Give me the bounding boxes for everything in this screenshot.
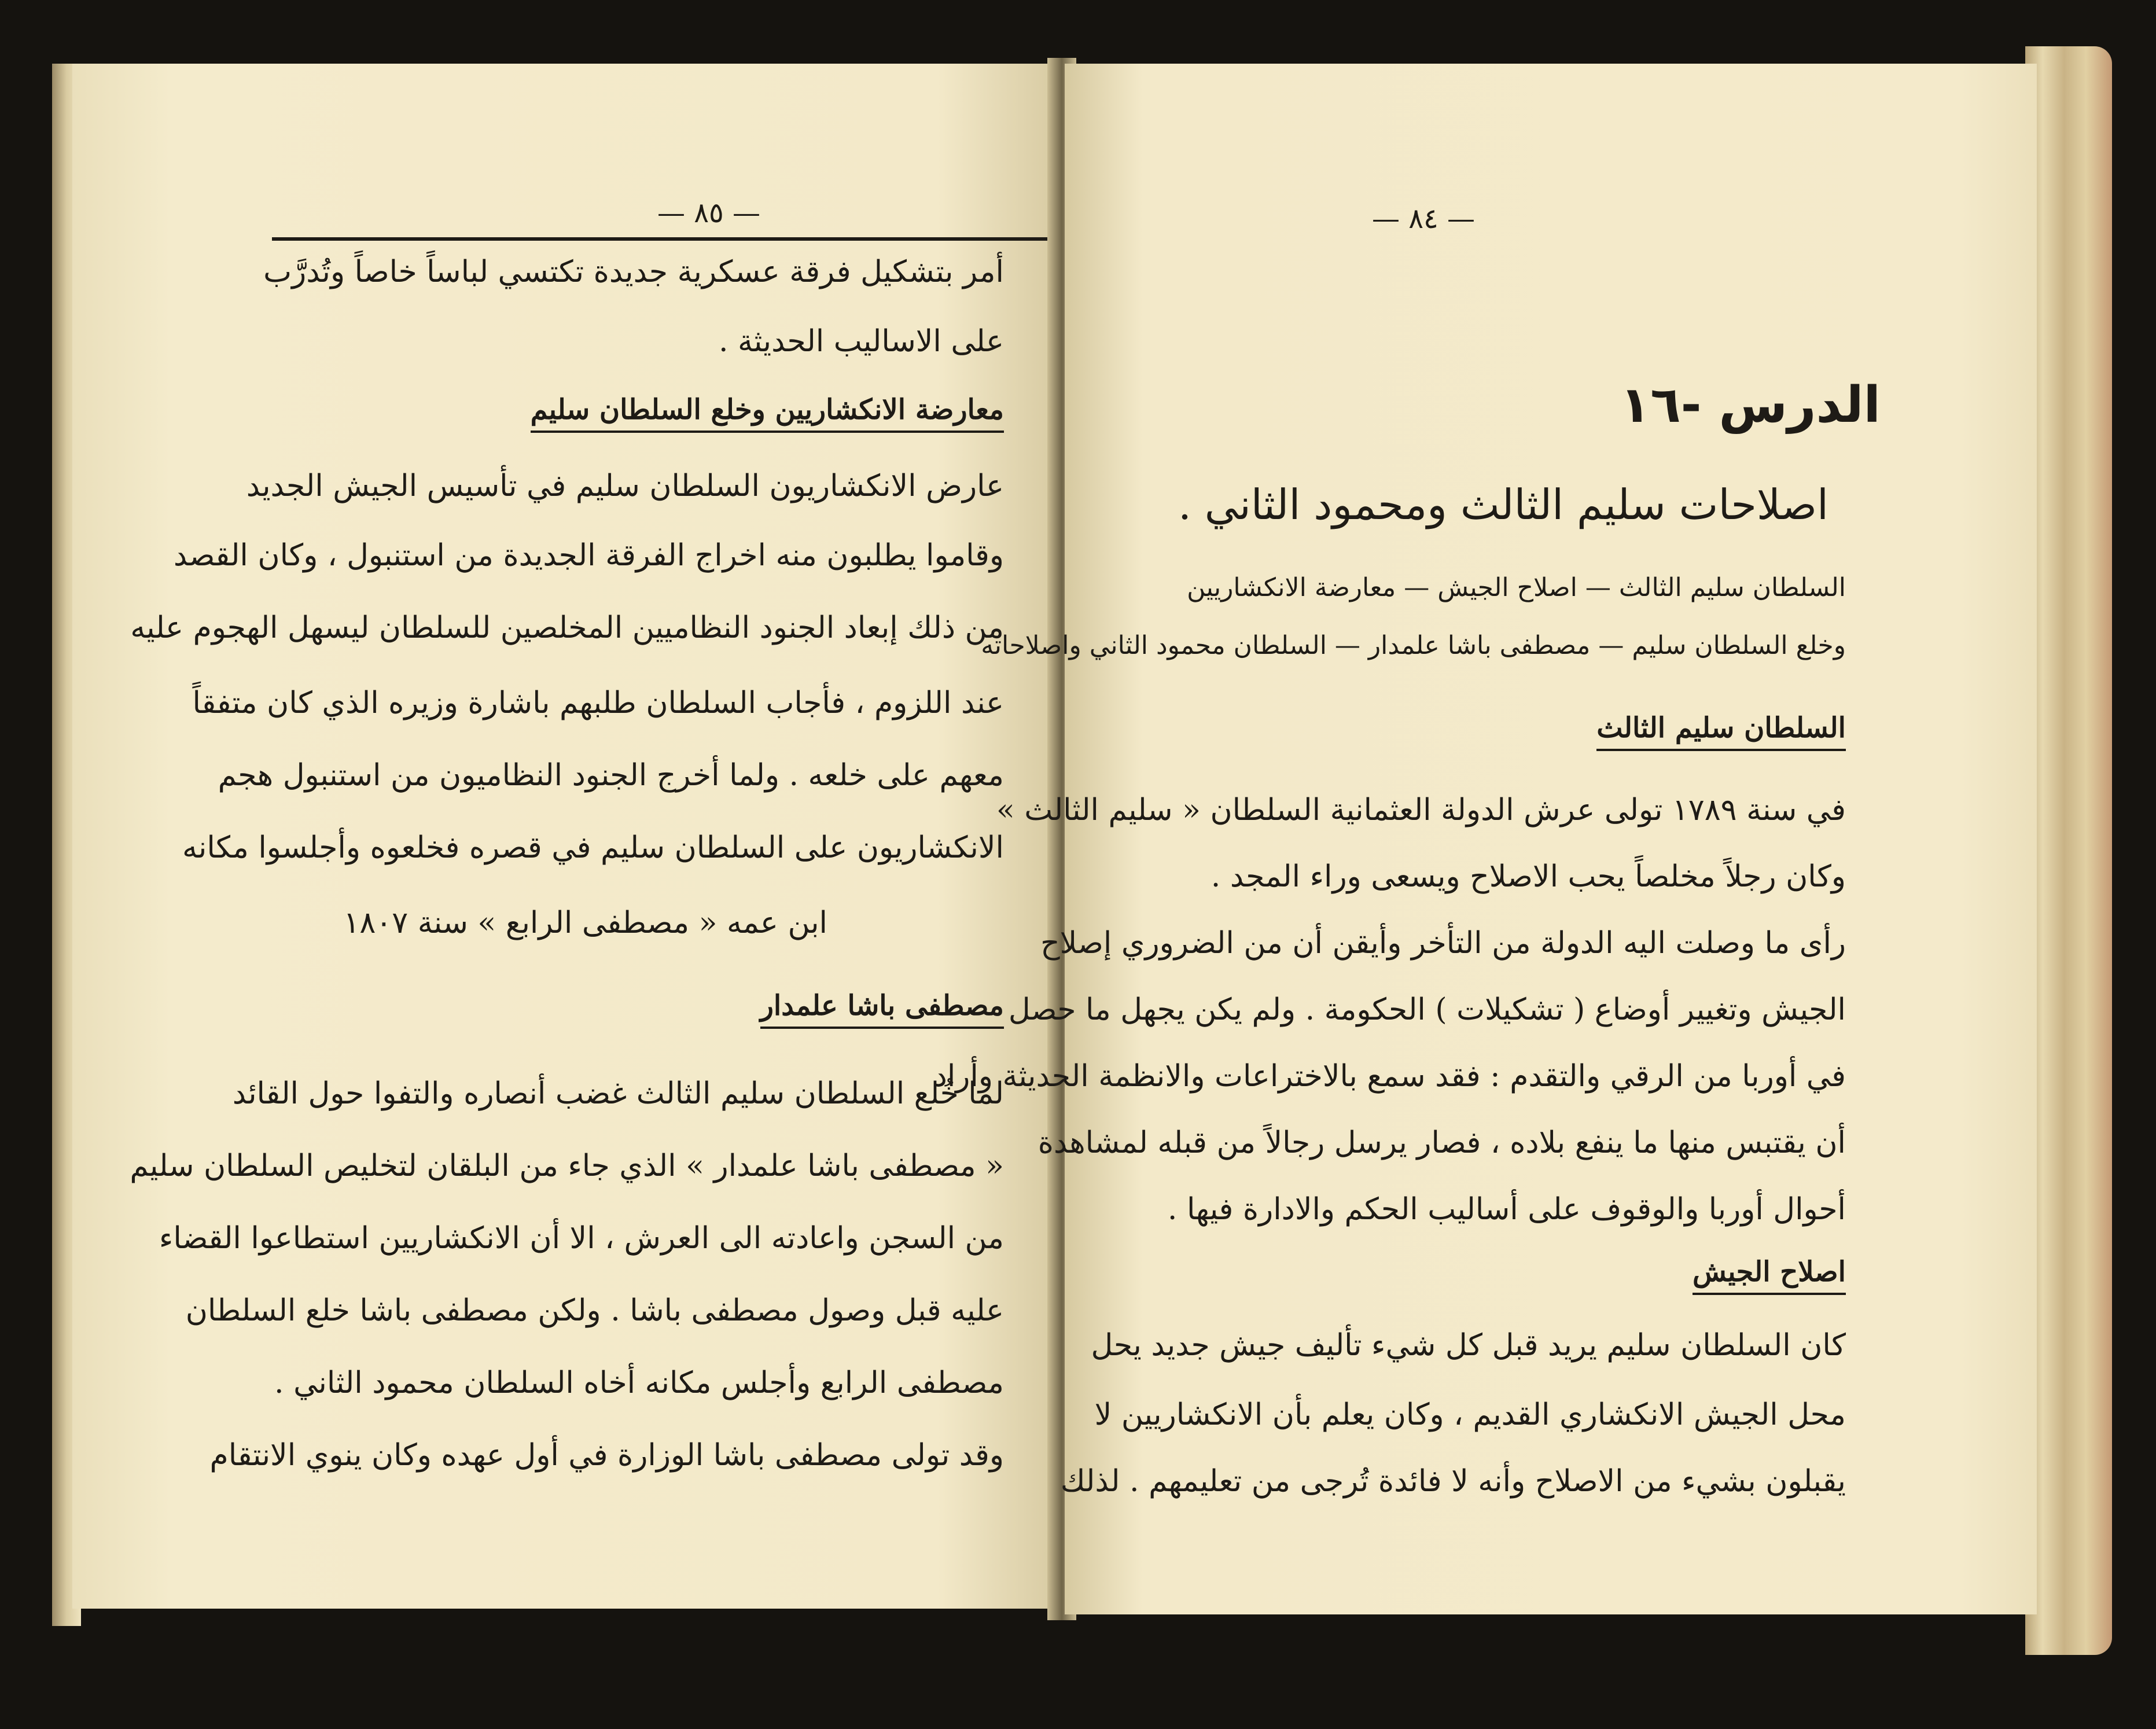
body-line: الانكشاريون على السلطان سليم في قصره فخلعوه وأجلسوا مكانه (182, 830, 1004, 865)
body-line: يقبلون بشيء من الاصلاح وأنه لا فائدة تُرجى من تعليمهم . لذلك (1060, 1464, 1846, 1499)
lesson-title: الدرس -١٦ (1620, 376, 1881, 434)
lesson-heading: اصلاحات سليم الثالث ومحمود الثاني . (1178, 480, 1828, 529)
body-line: أن يقتبس منها ما ينفع بلاده ، فصار يرسل رجالاً من قبله لمشاهدة (1037, 1125, 1846, 1160)
body-line: معهم على خلعه . ولما أخرج الجنود النظاميون من استنبول هجم (218, 758, 1004, 793)
body-line: عارض الانكشاريون السلطان سليم في تأسيس الجيش الجديد (246, 469, 1004, 503)
body-line: من السجن واعادته الى العرش ، الا أن الانكشاريين استطاعوا القضاء (159, 1221, 1004, 1256)
body-line: محل الجيش الانكشاري القديم ، وكان يعلم بأن الانكشاريين لا (1094, 1397, 1846, 1432)
section-title: معارضة الانكشاريين وخلع السلطان سليم (531, 393, 1004, 433)
body-line: ابن عمه « مصطفى الرابع » سنة ١٨٠٧ (343, 906, 827, 940)
page-number: — ٨٤ — (1371, 203, 1476, 235)
body-line: في سنة ١٧٨٩ تولى عرش الدولة العثمانية السلطان « سليم الثالث » (996, 793, 1846, 827)
body-line: أحوال أوربا والوقوف على أساليب الحكم والادارة فيها . (1167, 1192, 1846, 1227)
body-line: رأى ما وصلت اليه الدولة من التأخر وأيقن أن من الضروري إصلاح (1040, 926, 1846, 961)
section-title: السلطان سليم الثالث (1596, 712, 1846, 751)
body-line: وقد تولى مصطفى باشا الوزارة في أول عهده وكان ينوي الانتقام (209, 1438, 1004, 1473)
body-line: مصطفى الرابع وأجلس مكانه أخاه السلطان محمود الثاني . (274, 1366, 1004, 1400)
body-line: عند اللزوم ، فأجاب السلطان طلبهم باشارة وزيره الذي كان متفقاً (192, 686, 1004, 720)
header-rule (272, 237, 1099, 241)
body-line: وكان رجلاً مخلصاً يحب الاصلاح ويسعى وراء المجد . (1211, 859, 1846, 894)
body-line: كان السلطان سليم يريد قبل كل شيء تأليف جيش جديد يحل (1091, 1328, 1846, 1363)
body-line: أمر بتشكيل فرقة عسكرية جديدة تكتسي لباساً خاصاً وتُدرَّب (263, 255, 1004, 289)
body-line: « مصطفى باشا علمدار » الذي جاء من البلقان لتخليص السلطان سليم (130, 1149, 1004, 1183)
body-line: وقاموا يطلبون منه اخراج الفرقة الجديدة من استنبول ، وكان القصد (173, 538, 1004, 573)
page-number: — ٨٥ — (657, 197, 761, 229)
lesson-summary-line: وخلع السلطان سليم — مصطفى باشا علمدار — السلطان محمود الثاني واصلاحاته (981, 631, 1846, 660)
lesson-summary-line: السلطان سليم الثالث — اصلاح الجيش — معارضة الانكشاريين (1187, 573, 1846, 602)
right-page-block-edge (2025, 46, 2112, 1655)
body-line: من ذلك إبعاد الجنود النظاميين المخلصين للسلطان ليسهل الهجوم عليه (130, 610, 1004, 645)
section-title: مصطفى باشا علمدار (760, 989, 1004, 1029)
body-line: عليه قبل وصول مصطفى باشا . ولكن مصطفى باشا خلع السلطان (185, 1293, 1004, 1328)
right-page (933, 64, 2037, 1614)
section-title: اصلاح الجيش (1693, 1256, 1846, 1295)
left-page (72, 64, 1056, 1609)
body-line: في أوربا من الرقي والتقدم : فقد سمع بالاختراعات والانظمة الحديثة وأراد (933, 1059, 1846, 1094)
body-line: على الاساليب الحديثة . (718, 324, 1004, 359)
body-line: الجيش وتغيير أوضاع ( تشكيلات ) الحكومة . ولم يكن يجهل ما حصل (1008, 992, 1846, 1027)
body-line: لما خُلع السلطان سليم الثالث غضب أنصاره والتفوا حول القائد (232, 1076, 1004, 1111)
